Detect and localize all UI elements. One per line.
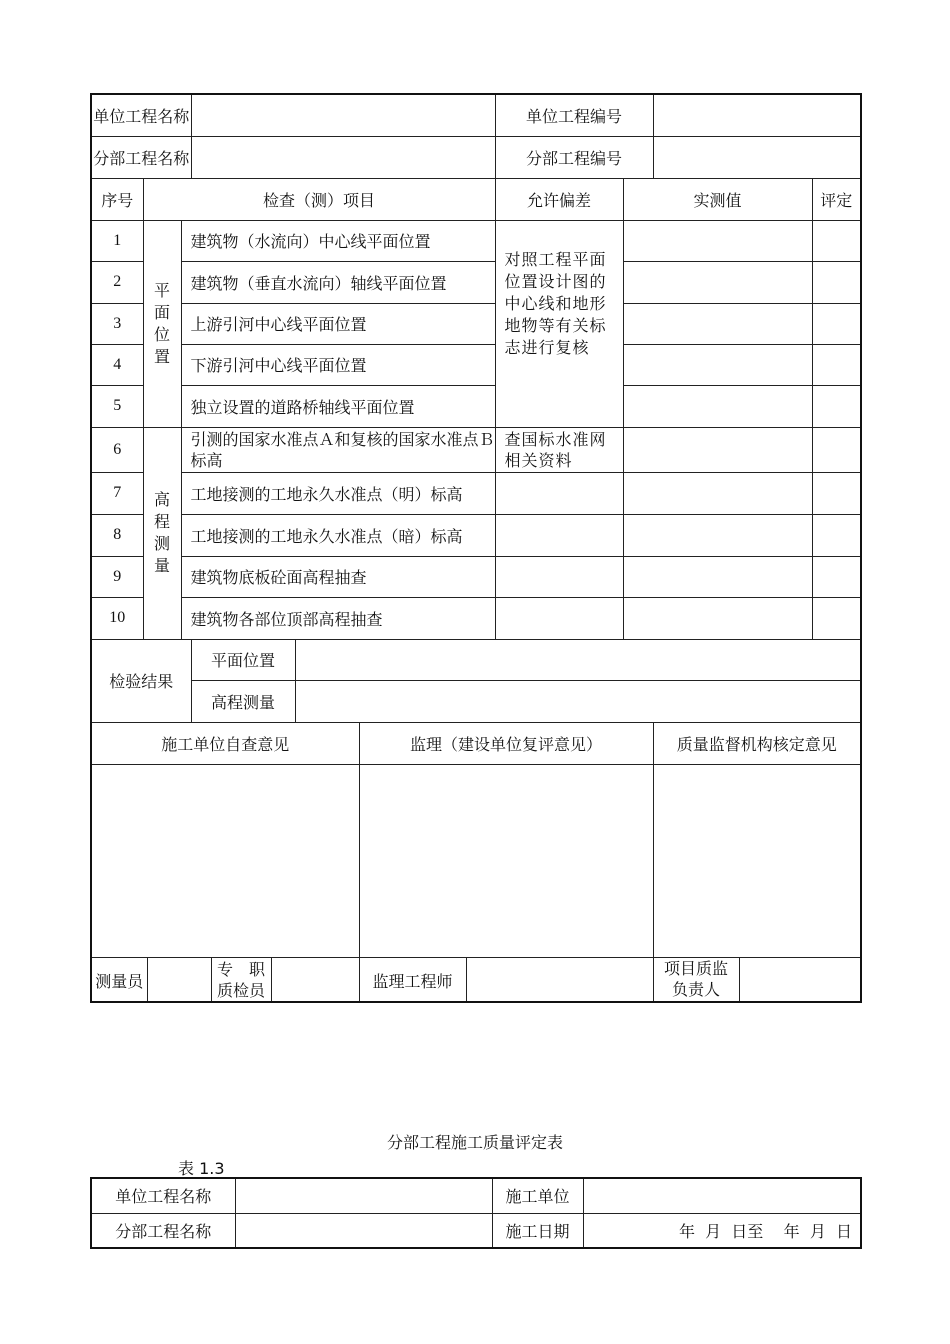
surveyor-signature[interactable] <box>147 958 211 1003</box>
measured-cell[interactable] <box>623 220 812 261</box>
row-no: 10 <box>91 597 143 639</box>
surveyor-label: 测量员 <box>92 958 147 1003</box>
row-item: 上游引河中心线平面位置 <box>181 303 495 344</box>
sub-project-no-value[interactable] <box>653 136 861 178</box>
group-plane-position: 平面位置 <box>143 220 181 427</box>
tolerance-cell[interactable] <box>495 597 623 639</box>
measured-cell[interactable] <box>623 597 812 639</box>
row-no: 8 <box>91 514 143 556</box>
inspection-table <box>90 93 862 1003</box>
header-rating: 评定 <box>812 178 861 220</box>
result-plane-label: 平面位置 <box>191 639 295 680</box>
measured-cell[interactable] <box>623 514 812 556</box>
result-plane-value[interactable] <box>295 639 861 680</box>
t2-contractor-label: 施工单位 <box>492 1178 583 1213</box>
measured-cell[interactable] <box>623 261 812 303</box>
unit-project-no-label: 单位工程编号 <box>495 94 653 136</box>
row-item: 建筑物（水流向）中心线平面位置 <box>181 220 495 261</box>
engineer-signature[interactable] <box>466 958 605 1003</box>
row-no: 1 <box>91 220 143 261</box>
t2-construction-date-value[interactable]: 年 月 日至 年 月 日 <box>583 1213 861 1248</box>
table2-title: 分部工程施工质量评定表 <box>386 1133 563 1152</box>
quality-supervisor-signature[interactable] <box>739 957 861 1002</box>
opinion-construction-header: 施工单位自查意见 <box>91 722 359 764</box>
unit-project-name-label: 单位工程名称 <box>91 94 191 136</box>
opinion-quality-header: 质量监督机构核定意见 <box>653 722 861 764</box>
rating-cell[interactable] <box>812 514 861 556</box>
rating-cell[interactable] <box>812 344 861 385</box>
row-item: 建筑物各部位顶部高程抽查 <box>181 597 495 639</box>
inspector-label <box>211 958 271 1003</box>
row-no: 2 <box>91 261 143 303</box>
result-elevation-label: 高程测量 <box>191 680 295 722</box>
sub-project-no-label: 分部工程编号 <box>495 136 653 178</box>
row-item: 建筑物（垂直水流向）轴线平面位置 <box>181 261 495 303</box>
header-measured: 实测值 <box>623 178 812 220</box>
result-label: 检验结果 <box>91 639 191 722</box>
tolerance-cell[interactable] <box>495 556 623 597</box>
header-tolerance: 允许偏差 <box>495 178 623 220</box>
sub-project-name-value[interactable] <box>191 136 495 178</box>
t2-unit-project-name-value[interactable] <box>235 1178 492 1213</box>
table2-number: 表 1.3 <box>178 1159 225 1178</box>
row-item: 独立设置的道路桥轴线平面位置 <box>181 385 495 427</box>
row-item: 工地接测的工地永久水准点（明）标高 <box>181 472 495 514</box>
header-seq: 序号 <box>91 178 143 220</box>
engineer-label: 监理工程师 <box>359 958 466 1003</box>
quality-supervisor-label <box>653 957 739 1002</box>
row-no: 3 <box>91 303 143 344</box>
row-no: 4 <box>91 344 143 385</box>
opinion-quality-box[interactable] <box>653 764 861 957</box>
row-item: 建筑物底板砼面高程抽查 <box>181 556 495 597</box>
measured-cell[interactable] <box>623 344 812 385</box>
unit-project-name-value[interactable] <box>191 94 495 136</box>
row-no: 6 <box>91 427 143 472</box>
t2-unit-project-name-label: 单位工程名称 <box>91 1178 235 1213</box>
rating-cell[interactable] <box>812 597 861 639</box>
signature-row <box>91 957 653 1002</box>
tolerance-cell[interactable] <box>495 472 623 514</box>
rating-cell[interactable] <box>812 220 861 261</box>
row-item: 引测的国家水准点Ａ和复核的国家水准点Ｂ标高 <box>181 427 495 472</box>
measured-cell[interactable] <box>623 556 812 597</box>
row-no: 9 <box>91 556 143 597</box>
tolerance-cell[interactable] <box>495 514 623 556</box>
t2-contractor-value[interactable] <box>583 1178 861 1213</box>
t2-construction-date-label: 施工日期 <box>492 1213 583 1248</box>
row-item: 下游引河中心线平面位置 <box>181 344 495 385</box>
t2-sub-project-name-label: 分部工程名称 <box>91 1213 235 1248</box>
measured-cell[interactable] <box>623 427 812 472</box>
measured-cell[interactable] <box>623 472 812 514</box>
result-elevation-value[interactable] <box>295 680 861 722</box>
tolerance-benchmark: 查国标水准网相关资料 <box>495 427 623 472</box>
t2-sub-project-name-value[interactable] <box>235 1213 492 1248</box>
rating-cell[interactable] <box>812 261 861 303</box>
quality-supervisor-line1: 项目质监 <box>664 959 729 979</box>
inspector-label-line2: 质检员 <box>216 981 265 1000</box>
rating-cell[interactable] <box>812 472 861 514</box>
rating-cell[interactable] <box>812 427 861 472</box>
opinion-supervision-box[interactable] <box>359 764 653 957</box>
header-item: 检查（测）项目 <box>143 178 495 220</box>
quality-supervisor-line2: 负责人 <box>672 980 721 1000</box>
rating-cell[interactable] <box>812 556 861 597</box>
group-elevation-survey: 高程测量 <box>143 427 181 639</box>
measured-cell[interactable] <box>623 385 812 427</box>
sub-project-name-label: 分部工程名称 <box>91 136 191 178</box>
measured-cell[interactable] <box>623 303 812 344</box>
rating-cell[interactable] <box>812 385 861 427</box>
row-no: 5 <box>91 385 143 427</box>
tolerance-plane: 对照工程平面位置设计图的中心线和地形地物等有关标志进行复核 <box>495 220 623 427</box>
inspector-label-line1: 专 职 <box>216 960 265 979</box>
row-no: 7 <box>91 472 143 514</box>
opinion-supervision-header: 监理（建设单位复评意见） <box>359 722 653 764</box>
unit-project-no-value[interactable] <box>653 94 861 136</box>
rating-cell[interactable] <box>812 303 861 344</box>
row-item: 工地接测的工地永久水准点（暗）标高 <box>181 514 495 556</box>
inspector-signature[interactable] <box>271 958 359 1003</box>
opinion-construction-box[interactable] <box>91 764 359 957</box>
evaluation-table <box>90 1177 862 1249</box>
